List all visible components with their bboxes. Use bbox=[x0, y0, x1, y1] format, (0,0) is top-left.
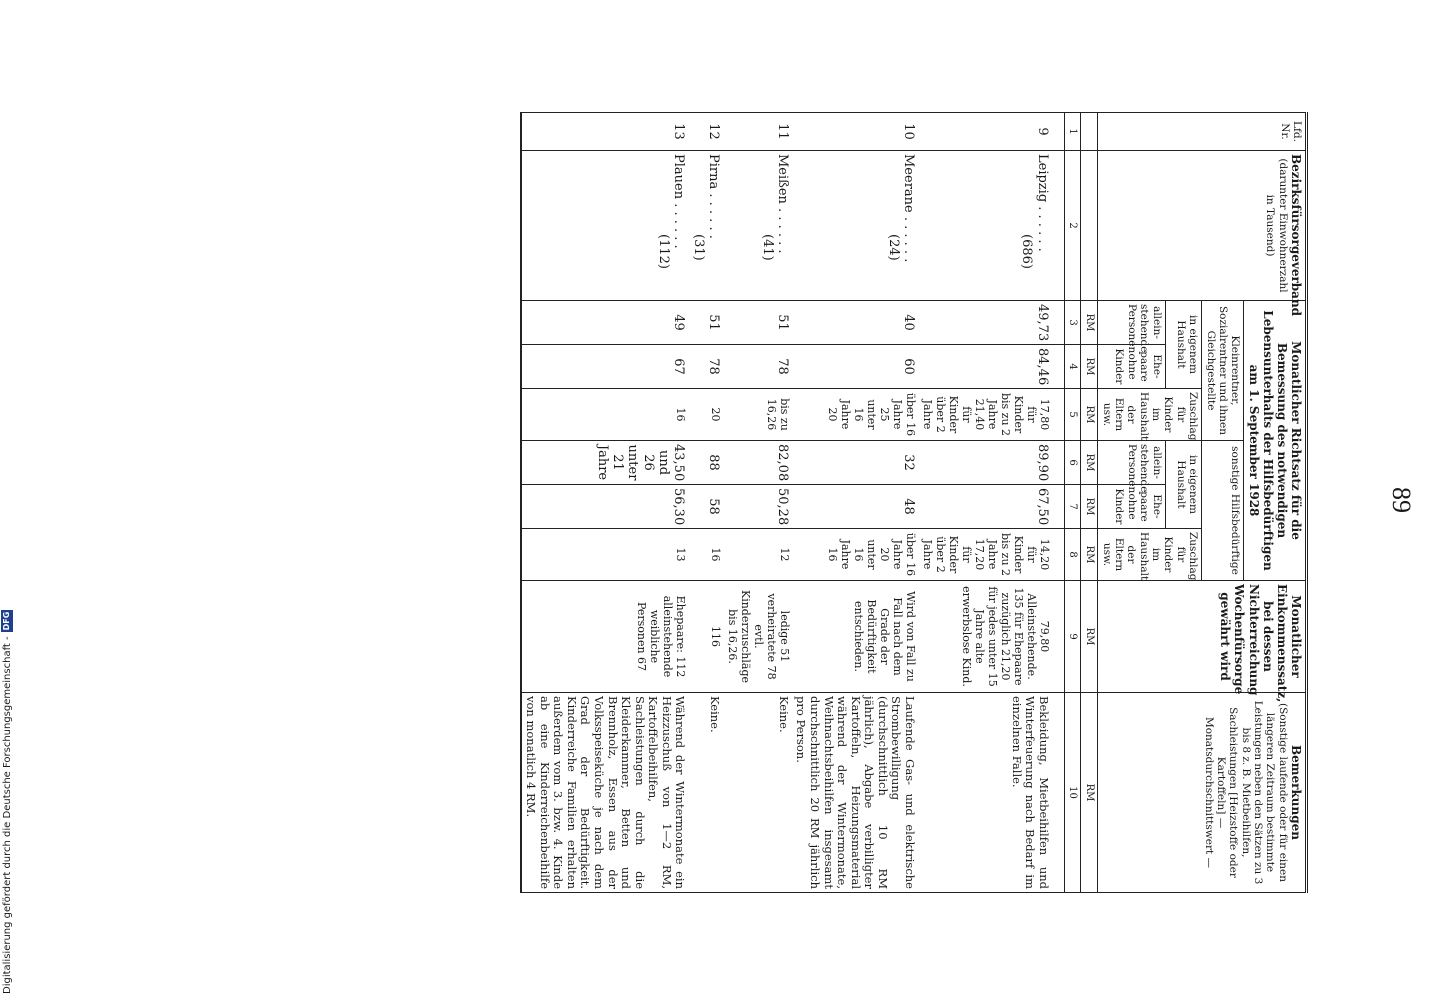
table-row bbox=[918, 113, 1064, 893]
table-row bbox=[723, 113, 792, 893]
header-bezirk-title: Bezirksfürsorgeverband bbox=[1289, 154, 1303, 317]
row-c5: 16 bbox=[521, 389, 689, 441]
header-ehepaare-2: Ehe-paare ohne Kinder bbox=[1098, 485, 1165, 529]
row-c7: 67,50 bbox=[918, 485, 1064, 529]
header-zuschlag-2: Zuschlag für Kinder im Haushalt der Eltern usw. bbox=[1098, 529, 1202, 581]
row-district: Leipzig . . . . . . (686) bbox=[918, 151, 1064, 301]
row-c8: 14,20 für Kinder bis zu 2 Jahre 17,20 für Kinder über 2 Jahre bbox=[918, 529, 1064, 581]
row-nr: 13 bbox=[521, 113, 689, 151]
dfg-logo: DFG bbox=[2, 611, 11, 631]
header-sonstige: sonstige Hilfsbedürftige bbox=[1202, 441, 1244, 581]
row-district: Meerane . . . . . . (24) bbox=[792, 151, 918, 301]
row-c5: 20 bbox=[688, 389, 723, 441]
row-district-pop: (686) bbox=[1019, 234, 1035, 269]
row-c3: 51 bbox=[688, 301, 723, 345]
header-eigenem-1: in eigenem Haushalt bbox=[1165, 301, 1202, 389]
row-district-name: Meißen bbox=[774, 154, 790, 204]
row-district-pop: (24) bbox=[885, 234, 901, 261]
row-c9: 79,80 Alleinstehende. 135 für Ehepaare zuzüglich 21,20 für jedes unter 15 Jahre alte erwerbslose Kind. bbox=[918, 581, 1064, 693]
row-c9: Ehepaare: 112 alleinstehende weibliche Personen 67 bbox=[521, 581, 689, 693]
header-alleinstehend-2: allein-stehende Personen bbox=[1098, 441, 1165, 485]
row-c8: 12 bbox=[723, 529, 792, 581]
row-district-name: Pirna bbox=[706, 154, 722, 190]
row-c8: 13 bbox=[521, 529, 689, 581]
row-c9: 116 bbox=[688, 581, 723, 693]
header-bezirk bbox=[1098, 151, 1307, 317]
header-bezirk-sub: (darunter Einwohnerzahl in Tausend) bbox=[1264, 158, 1289, 293]
row-c7: 58 bbox=[688, 485, 723, 529]
header-eigenem-2: in eigenem Haushalt bbox=[1165, 441, 1202, 529]
table-row bbox=[688, 113, 723, 893]
footer-credit-text: Digitalisierung gefördert durch die Deutsche Forschungsgemeinschaft - bbox=[1, 636, 13, 994]
row-c7: 50,28 bbox=[723, 485, 792, 529]
digitization-footer bbox=[0, 0, 14, 994]
header-bemerkungen-title: Bemerkungen bbox=[1289, 745, 1303, 840]
row-district-name: Meerane bbox=[900, 154, 916, 213]
column-number: 5 bbox=[1064, 389, 1081, 441]
row-c4: 84,46 bbox=[918, 345, 1064, 389]
table-row bbox=[521, 113, 689, 893]
richtsatz-table bbox=[520, 112, 1308, 893]
row-c10: Bekleidung, Mietbeihilfen und Winterfeuerung nach Bedarf im einzelnen Falle. bbox=[918, 693, 1064, 893]
row-district: Meißen . . . . . . (41) bbox=[723, 151, 792, 301]
row-c4: 78 bbox=[723, 345, 792, 389]
row-c3: 49 bbox=[521, 301, 689, 345]
row-c4: 60 bbox=[792, 345, 918, 389]
row-c8: über 16 Jahre 20 unter 16 Jahre 16 bbox=[792, 529, 918, 581]
table-row bbox=[792, 113, 918, 893]
header-zuschlag-1: Zuschlag für Kinder im Haushalt der Eltern usw. bbox=[1098, 389, 1202, 441]
column-number: 6 bbox=[1064, 441, 1081, 485]
row-c6: 88 bbox=[688, 441, 723, 485]
unit-cell: RM bbox=[1081, 301, 1098, 345]
header-kleinrentner: Kleinrentner, Sozialrentner und ihnen Gleichgestellte bbox=[1202, 301, 1244, 441]
row-nr: 12 bbox=[688, 113, 723, 151]
row-district: Plauen . . . . . . (112) bbox=[521, 151, 689, 301]
header-bemerkungen bbox=[1098, 693, 1307, 893]
header-bemerkungen-sub: (Sonstige laufende oder für einen längeren Zeitraum bestimmte Leistungen neben den Sätzen zu 3 bis 8 z. B. Mietbeihilfen, Sachleistungen [Heizstoffe oder Kartoffeln] — Monatsdurchschnittswert — bbox=[1202, 700, 1289, 885]
row-c3: 49,73 bbox=[918, 301, 1064, 345]
row-district: Pirna . . . . . . (31) bbox=[688, 151, 723, 301]
unit-cell: RM bbox=[1081, 485, 1098, 529]
row-c5: bis zu 16,26 bbox=[723, 389, 792, 441]
row-district-name: Plauen bbox=[671, 154, 687, 200]
header-ehepaare-1: Ehe-paare ohne Kinder bbox=[1098, 345, 1165, 389]
unit-cell: RM bbox=[1081, 581, 1098, 693]
column-number: 8 bbox=[1064, 529, 1081, 581]
row-c10: Während der Wintermonate ein Heizzuschuß von 1—2 RM, Kartoffelbeihilfen, Sachleistungen durch die Kleiderkammer, Betten und Brennholz, Essen aus der Volksspeiseküche je nach dem Grad der Bedürftigkeit. Kinderreiche Familien erhalten außerdem vom 3. bzw. 4. Kinde ab eine Kinderreichenbeihilfe von monatlich 4 RM. bbox=[521, 693, 689, 893]
row-c3: 40 bbox=[792, 301, 918, 345]
row-c6: 43,50 und 26 unter 21 Jahre bbox=[521, 441, 689, 485]
row-c4: 67 bbox=[521, 345, 689, 389]
row-c10: Laufende Gas- und elektrische Strombewilligung (durchschnittlich 10 RM jährlich), Abgabe verbilligter Kartoffeln, Heizungsmaterial während der Wintermonate, Weihnachtsbeihilfen insgesamt durchschnittlich 20 RM jährlich pro Person. bbox=[792, 693, 918, 893]
unit-cell: RM bbox=[1081, 389, 1098, 441]
row-district-pop: (31) bbox=[690, 234, 706, 261]
row-c10: Keine. bbox=[723, 693, 792, 893]
row-c6: 32 bbox=[792, 441, 918, 485]
row-c10: Keine. bbox=[688, 693, 723, 893]
column-number: 7 bbox=[1064, 485, 1081, 529]
row-c6: 82,08 bbox=[723, 441, 792, 485]
column-number: 2 bbox=[1064, 151, 1081, 301]
unit-cell: RM bbox=[1081, 345, 1098, 389]
unit-cell: RM bbox=[1081, 693, 1098, 893]
row-c9: Wird von Fall zu Fall nach dem Grade der Bedürftigkeit entschieden. bbox=[792, 581, 918, 693]
digitization-footer-inner bbox=[0, 0, 14, 994]
column-number: 4 bbox=[1064, 345, 1081, 389]
column-number-row bbox=[1064, 113, 1081, 893]
header-alleinstehend-1: allein-stehende Personen bbox=[1098, 301, 1165, 345]
unit-row bbox=[1081, 113, 1098, 893]
row-c4: 78 bbox=[688, 345, 723, 389]
row-nr: 9 bbox=[918, 113, 1064, 151]
row-c6: 89,90 bbox=[918, 441, 1064, 485]
row-district-name: Leipzig bbox=[1034, 154, 1050, 203]
header-einkommenssatz: Monatlicher Einkommenssatz, bei dessen Nichterreichung Wochenfürsorge gewährt wird bbox=[1098, 581, 1307, 693]
row-c7: 48 bbox=[792, 485, 918, 529]
unit-cell: RM bbox=[1081, 529, 1098, 581]
row-c9: ledige 51 verheiratete 78 evtl. Kinderzuschläge bis 16,26. bbox=[723, 581, 792, 693]
row-c3: 51 bbox=[723, 301, 792, 345]
page-number: 89 bbox=[1387, 487, 1416, 513]
header-lfd-nr: Lfd. Nr. bbox=[1098, 113, 1307, 151]
column-number: 3 bbox=[1064, 301, 1081, 345]
unit-cell: RM bbox=[1081, 441, 1098, 485]
row-c8: 16 bbox=[688, 529, 723, 581]
row-district-pop: (112) bbox=[656, 234, 672, 269]
column-number: 1 bbox=[1064, 113, 1081, 151]
row-nr: 11 bbox=[723, 113, 792, 151]
header-richtsatz: Monatlicher Richtsatz für die Bemessung des notwendigen Lebensunterhalts der Hilfsbedürftigen am 1. September 1928 bbox=[1244, 301, 1307, 581]
row-c7: 56,30 bbox=[521, 485, 689, 529]
column-number: 10 bbox=[1064, 693, 1081, 893]
row-c5: über 16 Jahre 25 unter 16 Jahre 20 bbox=[792, 389, 918, 441]
row-district-pop: (41) bbox=[759, 234, 775, 261]
row-c5: 17,80 für Kinder bis zu 2 Jahre 21,40 für Kinder über 2 Jahre bbox=[918, 389, 1064, 441]
row-nr: 10 bbox=[792, 113, 918, 151]
column-number: 9 bbox=[1064, 581, 1081, 693]
